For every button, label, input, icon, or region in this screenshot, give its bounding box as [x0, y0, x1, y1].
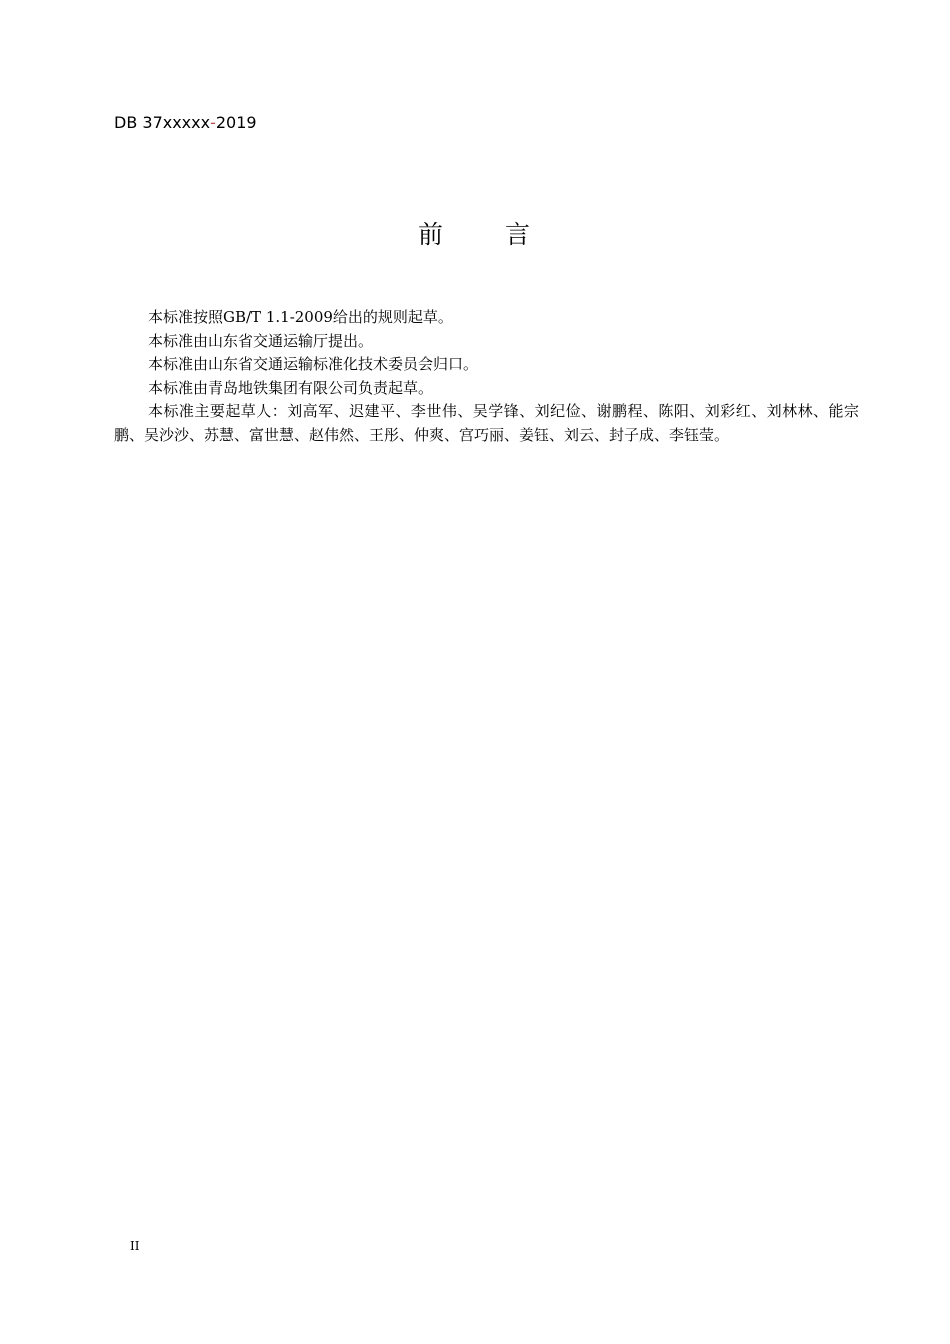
page-title-char-2: 言 — [505, 220, 533, 249]
paragraph-main-drafters: 本标准主要起草人：刘高军、迟建平、李世伟、吴学锋、刘纪俭、谢鹏程、陈阳、刘彩红、刘林林、能宗鹏、吴沙沙、苏慧、富世慧、赵伟然、王彤、仲爽、宫巧丽、姜钰、刘云、封子成、李钰莹。 — [114, 402, 859, 444]
page-title-char-1: 前 — [417, 220, 445, 249]
document-code-dash: - — [210, 113, 216, 132]
page-number: II — [130, 1239, 140, 1253]
paragraph-drafting-rules: 本标准按照GB/T 1.1-2009给出的规则起草。 — [148, 308, 453, 326]
page-title — [0, 218, 950, 252]
document-code-year: 2019 — [215, 113, 257, 132]
document-code-prefix: DB 37xxxxx — [114, 113, 211, 132]
document-code — [114, 113, 257, 133]
paragraph-proposed-by: 本标准由山东省交通运输厅提出。 — [148, 331, 374, 350]
paragraph-drafting-organization: 本标准由青岛地铁集团有限公司负责起草。 — [148, 378, 434, 397]
paragraph-under-jurisdiction: 本标准由山东省交通运输标准化技术委员会归口。 — [148, 355, 479, 373]
foreword-body — [114, 306, 859, 447]
